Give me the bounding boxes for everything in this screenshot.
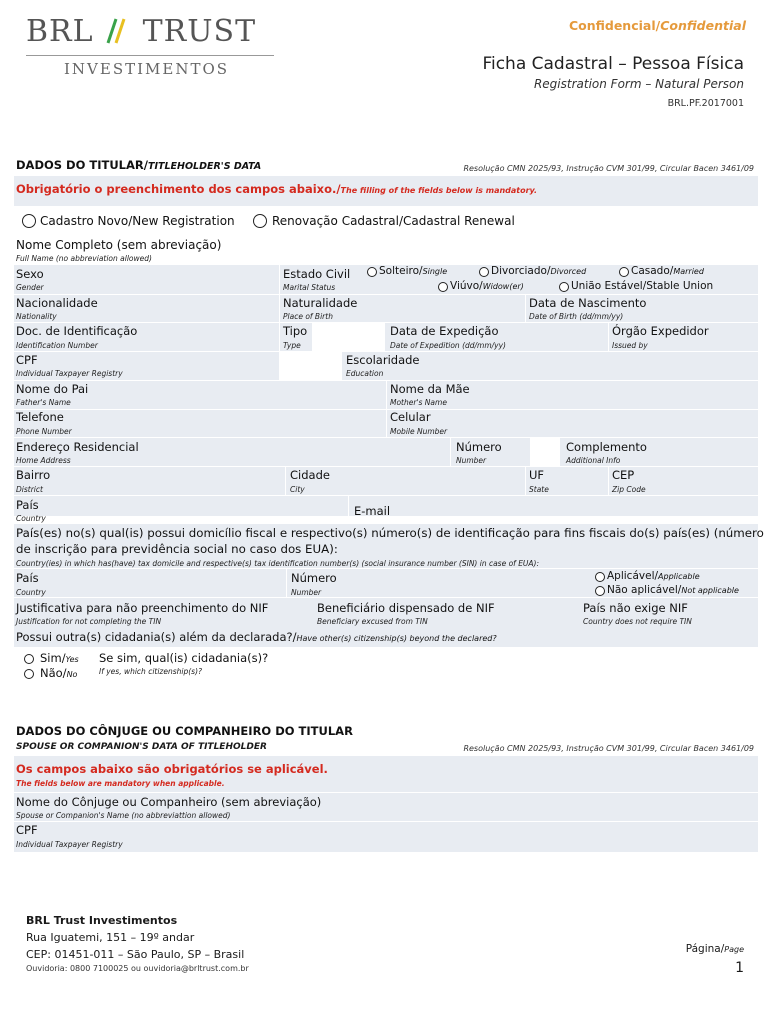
address-number-label: Número: [456, 440, 502, 454]
phone-label: Telefone: [16, 410, 64, 424]
birthdate-label: Data de Nascimento: [529, 296, 647, 310]
widow-radio[interactable]: [438, 282, 448, 292]
address-number-sublabel: Number: [456, 456, 487, 465]
nationality-label: Nacionalidade: [16, 296, 98, 310]
birthplace-sublabel: Place of Birth: [283, 312, 333, 321]
tax-question-sublabel: Country(ies) in which has(have) tax domicile and respective(s) tax identification number(s) (social insurance number (SIN) in case of EUA):: [16, 559, 540, 568]
spouse-name-label: Nome do Cônjuge ou Companheiro (sem abreviação): [16, 795, 322, 809]
spouse-name-sublabel: Spouse or Companion's Name (no abbreviattion allowed): [16, 811, 231, 820]
id-type-label: Tipo: [283, 324, 308, 338]
logo-mark-icon: [104, 15, 132, 45]
country-label: País: [16, 498, 39, 512]
country-sublabel: Country: [16, 514, 46, 523]
address-sublabel: Home Address: [16, 456, 71, 465]
form-code: BRL.PF.2017001: [667, 98, 744, 109]
cpf-sublabel: Individual Taxpayer Registry: [16, 369, 123, 378]
nif-exempt-sublabel: Beneficiary excused from TIN: [317, 617, 428, 626]
renewal-label: Renovação Cadastral/Cadastral Renewal: [272, 214, 515, 228]
nif-reason-sublabel: Justification for not completing the TIN: [16, 617, 162, 626]
issuer-label: Órgão Expedidor: [612, 324, 709, 338]
married-label: Casado/Married: [631, 265, 704, 277]
education-sublabel: Education: [346, 369, 384, 378]
divorced-label: Divorciado/Divorced: [491, 265, 587, 277]
logo-divider: [26, 55, 274, 56]
phone-sublabel: Phone Number: [16, 427, 72, 436]
marital-status-label: Estado Civil: [283, 267, 351, 281]
state-sublabel: State: [529, 485, 549, 494]
father-name-sublabel: Father's Name: [16, 398, 71, 407]
tax-country-label: País: [16, 571, 39, 585]
full-name-sublabel: Full Name (no abbreviation allowed): [16, 254, 152, 263]
footer-company: BRL Trust Investimentos: [26, 914, 178, 927]
tax-number-sublabel: Number: [291, 588, 322, 597]
city-label: Cidade: [290, 468, 330, 482]
complement-label: Complemento: [566, 440, 647, 454]
full-name-label: Nome Completo (sem abreviação): [16, 238, 222, 252]
nationality-sublabel: Nationality: [16, 312, 57, 321]
cpf-label: CPF: [16, 353, 38, 367]
page-number: 1: [735, 960, 744, 976]
spouse-mandatory-note: Os campos abaixo são obrigatórios se aplicável.: [16, 762, 328, 776]
new-registration-radio[interactable]: [22, 214, 36, 228]
logo-subtitle: INVESTIMENTOS: [64, 60, 230, 78]
citizenship-yes-radio[interactable]: [24, 654, 34, 664]
married-radio[interactable]: [619, 267, 629, 277]
footer-ombudsman: Ouvidoria: 0800 7100025 ou ouvidoria@brltrust.com.br: [26, 964, 249, 973]
mother-name-label: Nome da Mãe: [390, 382, 470, 396]
district-label: Bairro: [16, 468, 51, 482]
single-label: Solteiro/Single: [379, 265, 448, 277]
zip-sublabel: Zip Code: [612, 485, 646, 494]
state-label: UF: [529, 468, 545, 482]
section-titleholder-heading: DADOS DO TITULAR/TITLEHOLDER'S DATA: [16, 158, 262, 172]
district-sublabel: District: [16, 485, 43, 494]
resolution-note: Resolução CMN 2025/93, Instrução CVM 301/99, Circular Bacen 3461/09: [463, 164, 754, 173]
spouse-cpf-label: CPF: [16, 823, 38, 837]
father-name-label: Nome do Pai: [16, 382, 89, 396]
form-title: Ficha Cadastral – Pessoa Física: [482, 54, 744, 74]
gender-sublabel: Gender: [16, 283, 44, 292]
tax-question-line2: de inscrição para previdência social no caso dos EUA):: [16, 542, 338, 556]
stable-union-label: União Estável/Stable Union: [571, 280, 714, 292]
divorced-radio[interactable]: [479, 267, 489, 277]
expedition-date-sublabel: Date of Expedition (dd/mm/yy): [390, 341, 506, 350]
complement-sublabel: Additional Info: [566, 456, 621, 465]
spouse-cpf-sublabel: Individual Taxpayer Registry: [16, 840, 123, 849]
mobile-label: Celular: [390, 410, 431, 424]
spouse-mandatory-note-en: The fields below are mandatory when applicable.: [16, 779, 225, 788]
tax-number-label: Número: [291, 571, 337, 585]
section-spouse-subheading: SPOUSE OR COMPANION'S DATA OF TITLEHOLDER: [16, 742, 267, 752]
tax-applicable-label: Aplicável/Applicable: [607, 570, 700, 582]
footer-address-line2: CEP: 01451-011 – São Paulo, SP – Brasil: [26, 948, 245, 961]
id-type-sublabel: Type: [283, 341, 301, 350]
address-label: Endereço Residencial: [16, 440, 139, 454]
renewal-radio[interactable]: [253, 214, 267, 228]
citizenship-yes-label: Sim/Yes: [40, 651, 79, 665]
logo: BRL TRUST: [26, 14, 257, 49]
email-label: E-mail: [354, 504, 391, 518]
spouse-resolution-note: Resolução CMN 2025/93, Instrução CVM 301/99, Circular Bacen 3461/09: [463, 744, 754, 753]
education-label: Escolaridade: [346, 353, 420, 367]
confidential-label: Confidencial/Confidential: [568, 18, 746, 33]
mother-name-sublabel: Mother's Name: [390, 398, 447, 407]
issuer-sublabel: Issued by: [612, 341, 648, 350]
page-label: Página/Page: [685, 943, 744, 955]
form-subtitle: Registration Form – Natural Person: [533, 77, 744, 91]
tax-not-applicable-label: Não aplicável/Not applicable: [607, 584, 739, 596]
birthdate-sublabel: Date of Birth (dd/mm/yy): [529, 312, 624, 321]
citizenship-question: Possui outra(s) cidadania(s) além da declarada?/Have other(s) citizenship(s) beyond the declared?: [16, 630, 497, 644]
tax-country-sublabel: Country: [16, 588, 46, 597]
city-sublabel: City: [290, 485, 305, 494]
nif-country-label[interactable]: País não exige NIF: [583, 601, 688, 615]
marital-status-sublabel: Marital Status: [283, 283, 336, 292]
birthplace-label: Naturalidade: [283, 296, 358, 310]
which-citizenship-label: Se sim, qual(is) cidadania(s)?: [99, 651, 269, 665]
nif-country-sublabel: Country does not require TIN: [583, 617, 692, 626]
which-citizenship-sublabel: If yes, which citizenship(s)?: [99, 667, 202, 676]
new-registration-label: Cadastro Novo/New Registration: [40, 214, 235, 228]
cpf-input-extra[interactable]: [279, 352, 342, 380]
id-type-input[interactable]: [312, 323, 385, 351]
tax-question-line1: País(es) no(s) qual(is) possui domicílio fiscal e respectivo(s) número(s) de identificação para fins fiscais do(s) país(es) (número: [16, 526, 764, 540]
zip-label: CEP: [612, 468, 635, 482]
tax-applicable-radio[interactable]: [595, 572, 605, 582]
id-document-label: Doc. de Identificação: [16, 324, 138, 338]
nif-reason-label: Justificativa para não preenchimento do NIF: [16, 601, 269, 615]
citizenship-no-radio[interactable]: [24, 669, 34, 679]
gender-label: Sexo: [16, 267, 44, 281]
nif-exempt-label[interactable]: Beneficiário dispensado de NIF: [317, 601, 495, 615]
citizenship-no-label: Não/No: [40, 666, 78, 680]
address-number-input[interactable]: [530, 438, 560, 466]
tax-not-applicable-radio[interactable]: [595, 586, 605, 596]
id-document-sublabel: Identification Number: [16, 341, 98, 350]
widow-label: Viúvo/Widow(er): [450, 280, 524, 292]
mobile-sublabel: Mobile Number: [390, 427, 448, 436]
single-radio[interactable]: [367, 267, 377, 277]
footer-address-line1: Rua Iguatemi, 151 – 19º andar: [26, 931, 195, 944]
section-spouse-heading: DADOS DO CÔNJUGE OU COMPANHEIRO DO TITULAR: [16, 724, 353, 738]
mandatory-note: Obrigatório o preenchimento dos campos abaixo./The filling of the fields below is mandatory.: [16, 182, 538, 196]
stable-union-radio[interactable]: [559, 282, 569, 292]
expedition-date-label: Data de Expedição: [390, 324, 499, 338]
